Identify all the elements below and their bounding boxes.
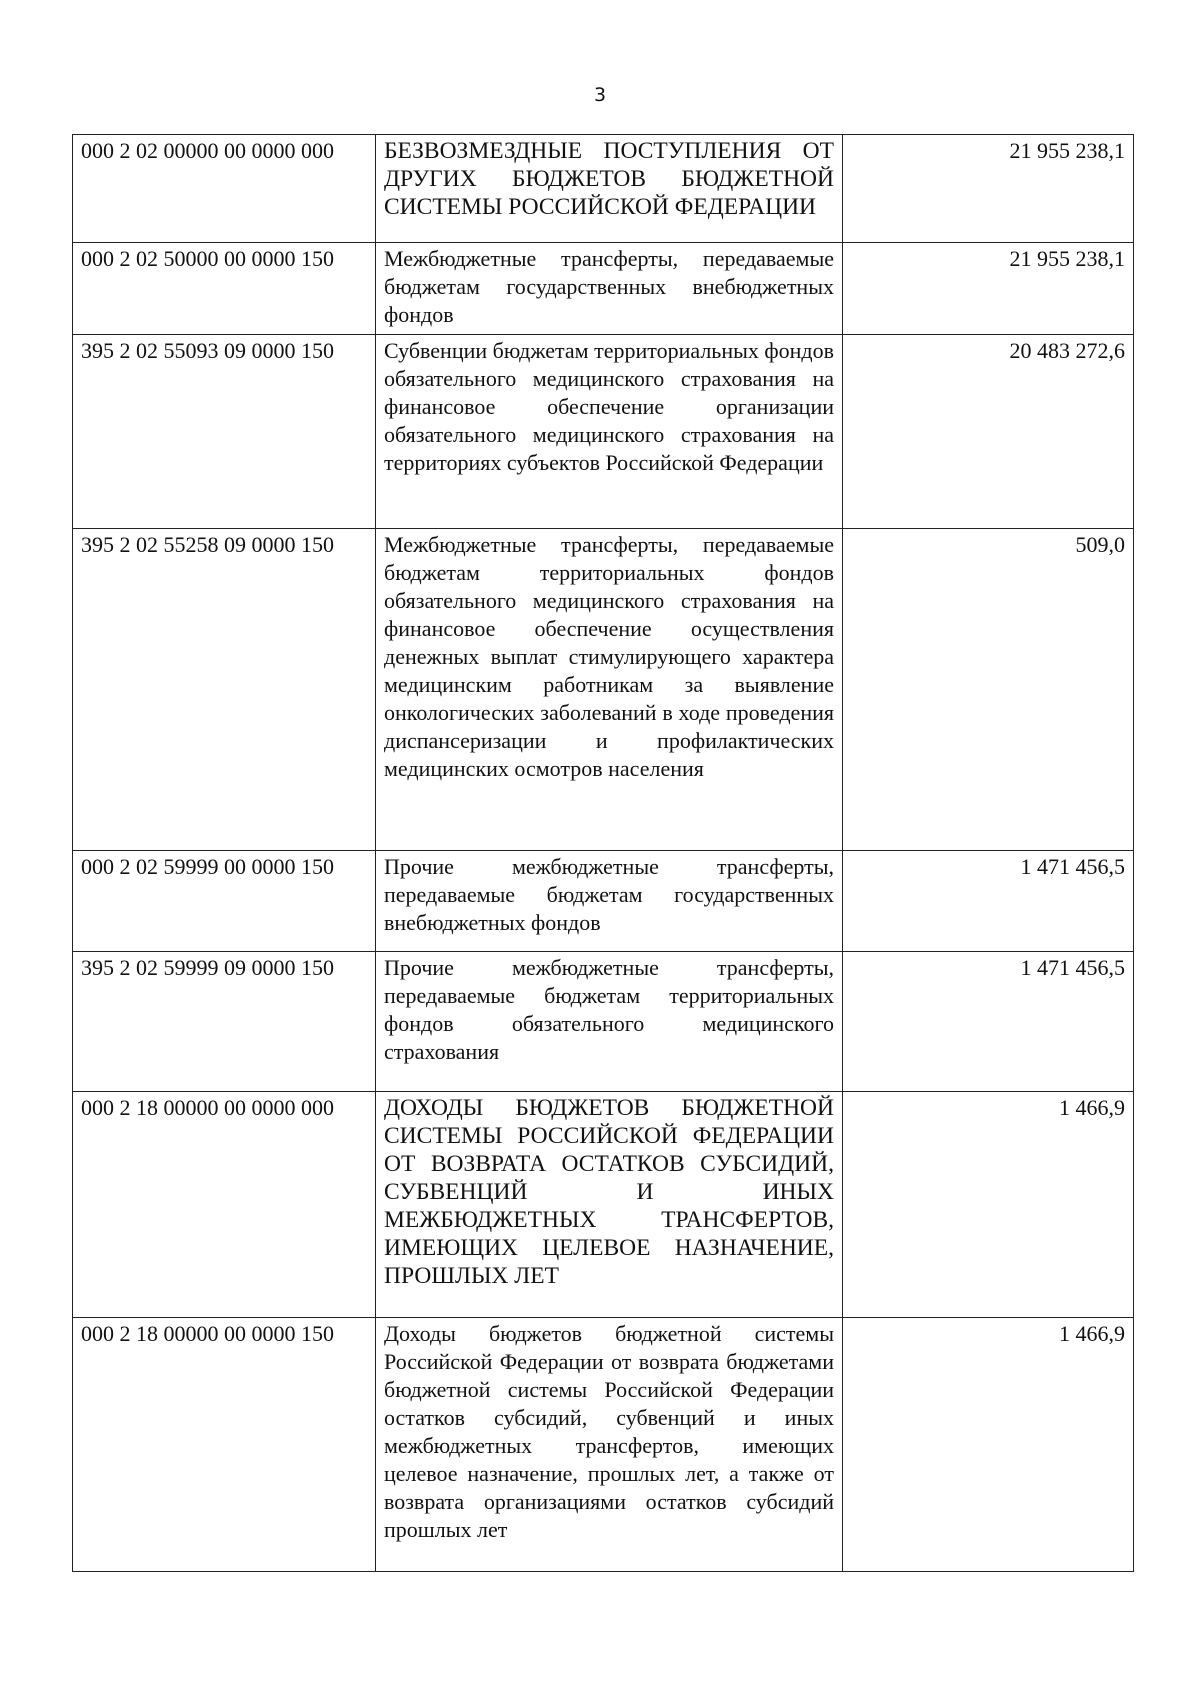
budget-code: 000 2 18 00000 00 0000 150 bbox=[73, 1318, 376, 1572]
revenue-name: БЕЗВОЗМЕЗДНЫЕ ПОСТУПЛЕНИЯ ОТ ДРУГИХ БЮДЖЕТОВ БЮДЖЕТНОЙ СИСТЕМЫ РОССИЙСКОЙ ФЕДЕРАЦИИ bbox=[376, 135, 843, 243]
amount: 1 466,9 bbox=[843, 1318, 1134, 1572]
budget-code: 000 2 02 59999 00 0000 150 bbox=[73, 851, 376, 952]
revenue-name: Прочие межбюджетные трансферты, передаваемые бюджетам государственных внебюджетных фондов bbox=[376, 851, 843, 952]
revenue-name: Прочие межбюджетные трансферты, передаваемые бюджетам территориальных фондов обязательного медицинского страхования bbox=[376, 952, 843, 1092]
table-row bbox=[73, 243, 1134, 335]
budget-code: 395 2 02 55258 09 0000 150 bbox=[73, 529, 376, 851]
amount: 21 955 238,1 bbox=[843, 135, 1134, 243]
revenue-name: Межбюджетные трансферты, передаваемые бюджетам территориальных фондов обязательного медицинского страхования на финансовое обеспечение осуществления денежных выплат стимулирующего характера медицинским работникам за выявление онкологических заболеваний в ходе проведения диспансеризации и профилактических медицинских осмотров населения bbox=[376, 529, 843, 851]
amount: 1 471 456,5 bbox=[843, 952, 1134, 1092]
budget-code: 000 2 02 50000 00 0000 150 bbox=[73, 243, 376, 335]
table-row bbox=[73, 1318, 1134, 1572]
table-row bbox=[73, 1092, 1134, 1318]
revenue-table bbox=[72, 134, 1134, 1572]
amount: 20 483 272,6 bbox=[843, 335, 1134, 529]
amount: 21 955 238,1 bbox=[843, 243, 1134, 335]
budget-code: 000 2 18 00000 00 0000 000 bbox=[73, 1092, 376, 1318]
revenue-name: Доходы бюджетов бюджетной системы Российской Федерации от возврата бюджетами бюджетной системы Российской Федерации остатков субсидий, субвенций и иных межбюджетных трансфертов, имеющих целевое назначение, прошлых лет, а также от возврата организациями остатков субсидий прошлых лет bbox=[376, 1318, 843, 1572]
amount: 1 471 456,5 bbox=[843, 851, 1134, 952]
budget-code: 000 2 02 00000 00 0000 000 bbox=[73, 135, 376, 243]
table-row bbox=[73, 335, 1134, 529]
budget-code: 395 2 02 59999 09 0000 150 bbox=[73, 952, 376, 1092]
table-row bbox=[73, 851, 1134, 952]
table-row bbox=[73, 529, 1134, 851]
revenue-name: ДОХОДЫ БЮДЖЕТОВ БЮДЖЕТНОЙ СИСТЕМЫ РОССИЙСКОЙ ФЕДЕРАЦИИ ОТ ВОЗВРАТА ОСТАТКОВ СУБСИДИЙ, СУБВЕНЦИЙ И ИНЫХ МЕЖБЮДЖЕТНЫХ ТРАНСФЕРТОВ, ИМЕЮЩИХ ЦЕЛЕВОЕ НАЗНАЧЕНИЕ, ПРОШЛЫХ ЛЕТ bbox=[376, 1092, 843, 1318]
table-row bbox=[73, 952, 1134, 1092]
budget-code: 395 2 02 55093 09 0000 150 bbox=[73, 335, 376, 529]
revenue-name: Субвенции бюджетам территориальных фондов обязательного медицинского страхования на финансовое обеспечение организации обязательного медицинского страхования на территориях субъектов Российской Федерации bbox=[376, 335, 843, 529]
table-row bbox=[73, 135, 1134, 243]
page-number: 3 bbox=[593, 84, 607, 106]
amount: 1 466,9 bbox=[843, 1092, 1134, 1318]
amount: 509,0 bbox=[843, 529, 1134, 851]
revenue-name: Межбюджетные трансферты, передаваемые бюджетам государственных внебюджетных фондов bbox=[376, 243, 843, 335]
